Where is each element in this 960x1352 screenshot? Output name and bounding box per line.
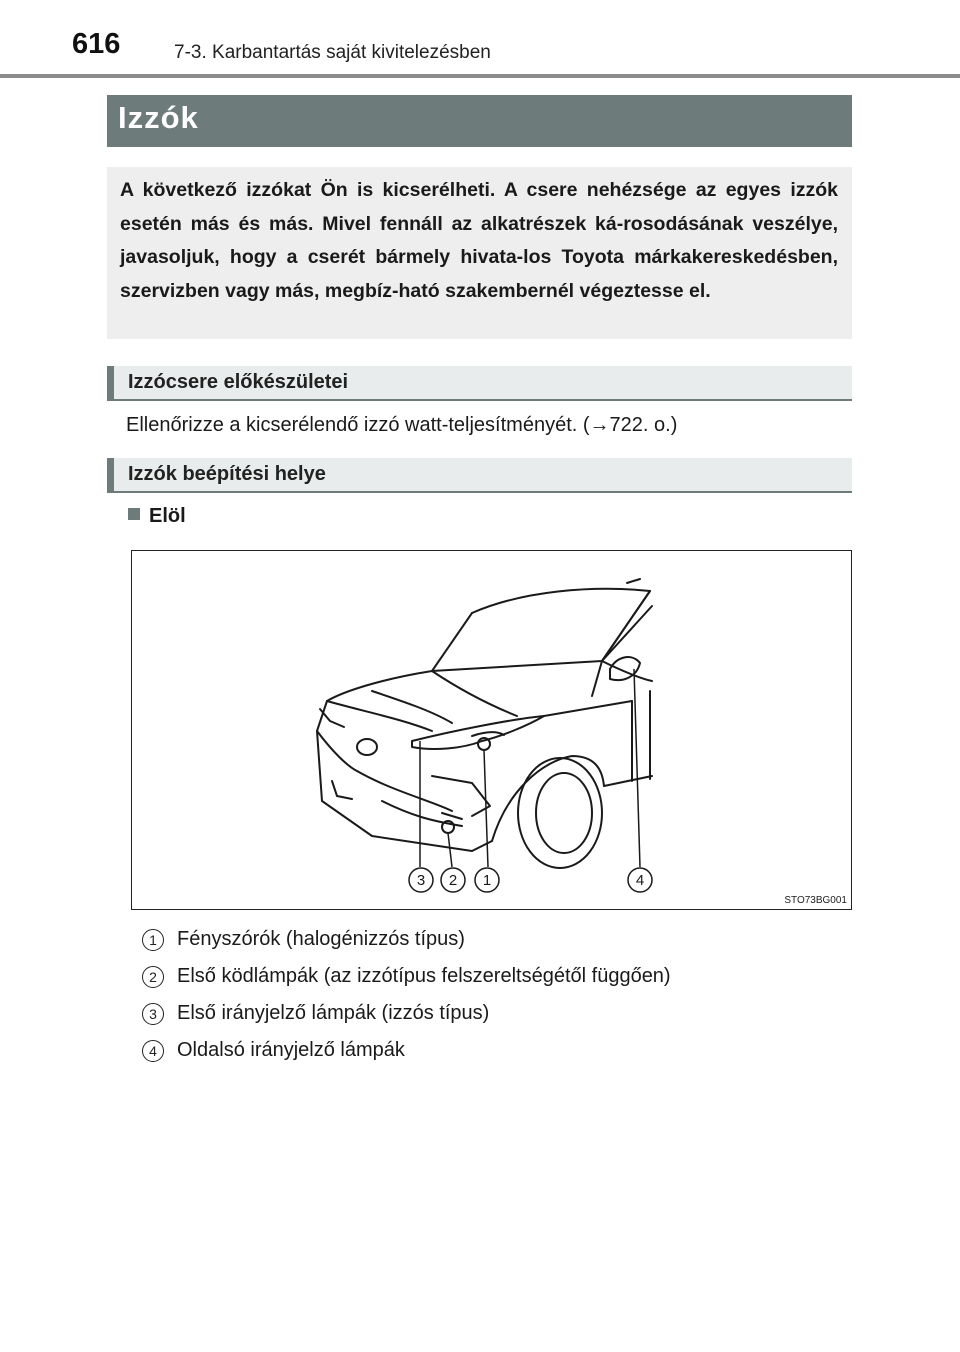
front-wheel xyxy=(518,758,602,868)
front-heading-label: Elöl xyxy=(149,505,186,527)
legend-number: 2 xyxy=(142,966,164,988)
callout-2-label: 2 xyxy=(448,872,458,889)
figure-code: STO73BG001 xyxy=(784,895,847,906)
front-heading xyxy=(128,505,186,528)
callout-4-label: 4 xyxy=(635,872,645,889)
callout-1-label: 1 xyxy=(482,872,492,889)
subheading-preparation-label: Izzócsere előkészületei xyxy=(128,371,349,393)
subheading-preparation xyxy=(107,366,852,401)
car-illustration xyxy=(132,551,851,909)
legend-text: Fényszórók (halogénizzós típus) xyxy=(177,928,465,950)
callout-3-label: 3 xyxy=(416,872,426,889)
header-rule xyxy=(0,74,960,78)
subheading-locations xyxy=(107,458,852,493)
chapter-title: Izzók xyxy=(118,100,199,135)
subheading-locations-label: Izzók beépítési helye xyxy=(128,463,326,485)
legend-text: Első ködlámpák (az izzótípus felszereltségétől függően) xyxy=(177,965,671,987)
preparation-text: Ellenőrizze a kicserélendő izzó watt-teljesítményét. (→722. o.) xyxy=(126,414,678,436)
page-number: 616 xyxy=(72,28,121,60)
windshield xyxy=(432,591,650,671)
section-title: 7-3. Karbantartás saját kivitelezésben xyxy=(174,42,491,63)
legend-text: Első irányjelző lámpák (izzós típus) xyxy=(177,1002,490,1024)
intro-text: A következő izzókat Ön is kicserélheti. A csere nehézsége az egyes izzók esetén más és más. Mivel fennáll az alkatrészek ká-rosodásának veszélye, javasoljuk, hogy a cserét bármely hivata-los Toyota márkakereskedésben, szervizben vagy más, megbíz-ható szakembernél végeztesse el. xyxy=(120,179,838,302)
chapter-title-bar xyxy=(107,95,852,147)
square-bullet-icon xyxy=(128,508,140,520)
roof-line xyxy=(472,589,650,613)
hood-edge xyxy=(327,671,432,701)
legend-number: 3 xyxy=(142,1003,164,1025)
car-front-figure xyxy=(131,550,852,910)
legend-number: 1 xyxy=(142,929,164,951)
legend-number: 4 xyxy=(142,1040,164,1062)
legend-text: Oldalsó irányjelző lámpák xyxy=(177,1039,405,1061)
